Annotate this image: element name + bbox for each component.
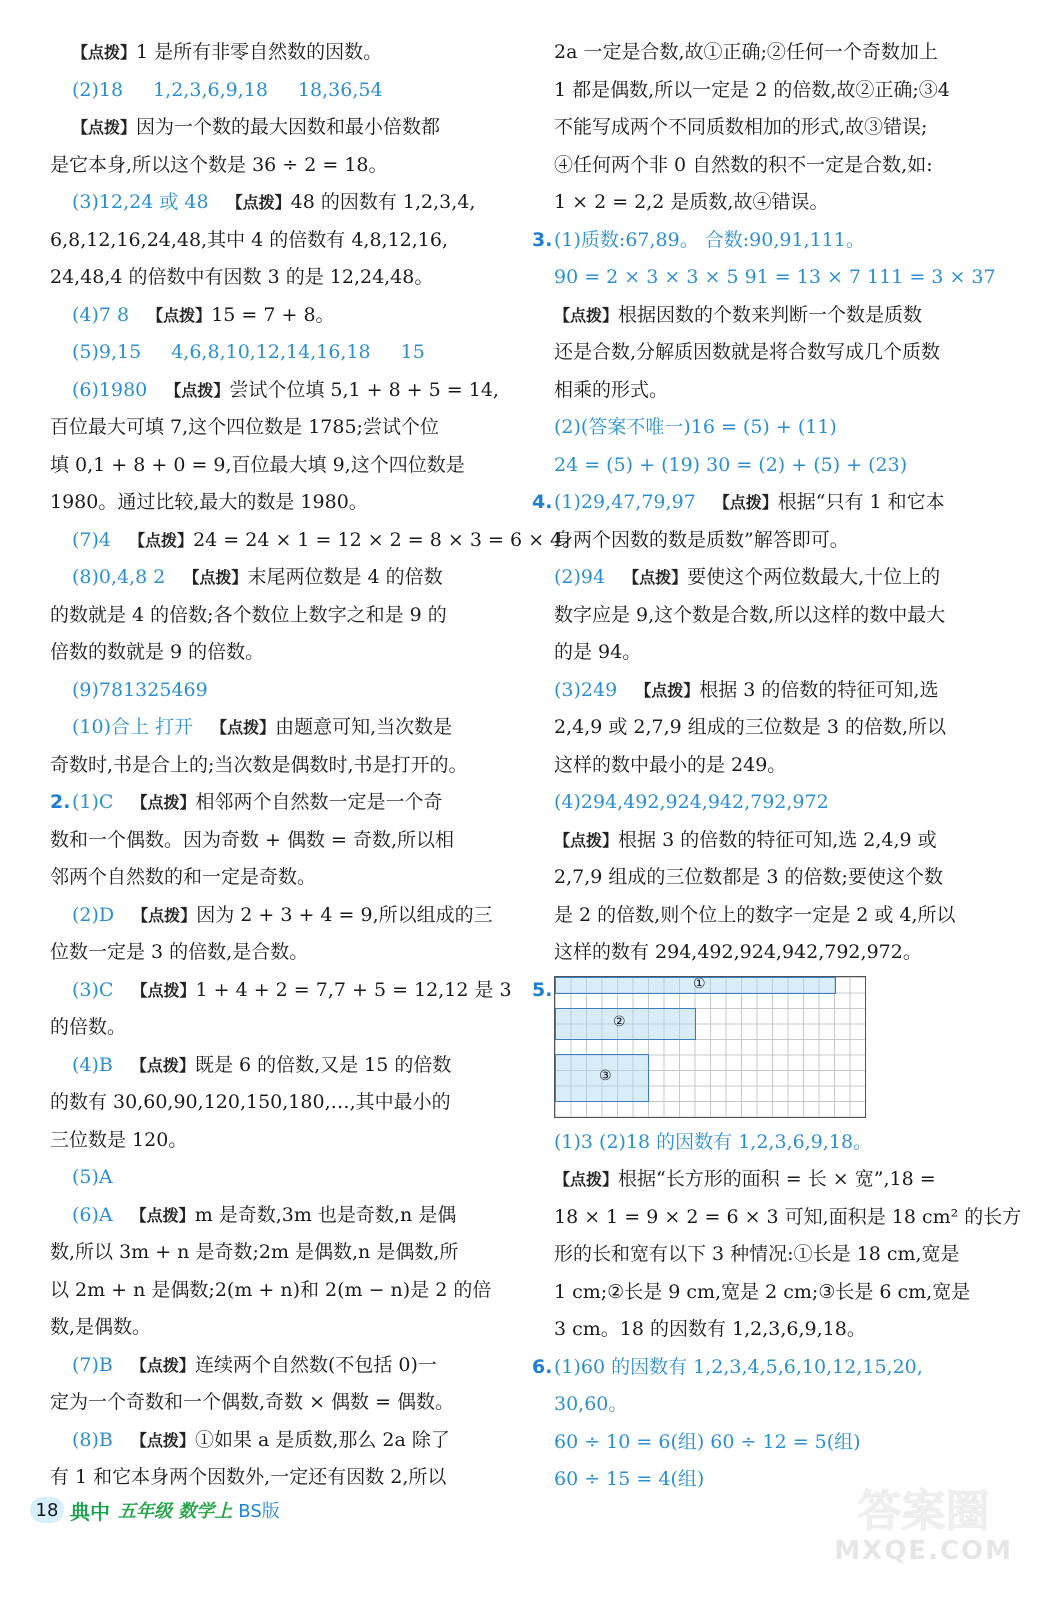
explanation-text: 不能写成两个不同质数相加的形式,故③错误; (554, 116, 928, 138)
text-line (50, 634, 500, 672)
text-line (532, 1274, 992, 1312)
hint-tag-label: 点拨 (88, 118, 121, 137)
text-line (532, 1236, 992, 1274)
text-line (50, 1347, 500, 1385)
hint-tag: 【点拨】 (226, 193, 291, 212)
explanation-text: 相乘的形式。 (554, 378, 669, 401)
explanation-text: 1 是所有非零自然数的因数。 (136, 41, 383, 63)
explanation-text: 的数就是 4 的倍数;各个数位上数字之和是 9 的 (50, 603, 447, 626)
answer-text: (1)60 的因数有 1,2,3,4,5,6,10,12,15,20, (554, 1355, 923, 1378)
explanation-text: 1 × 2 = 2,2 是质数,故④错误。 (554, 191, 829, 213)
explanation-text: 数,所以 3m + n 是奇数;2m 是偶数,n 是偶数,所 (50, 1241, 459, 1263)
explanation-text: 15 = 7 + 8。 (211, 303, 335, 326)
book-title: 五年级 数学上 (118, 1501, 233, 1522)
text-line (50, 972, 512, 1010)
answer-text: (9)781325469 (72, 678, 208, 701)
right-column (532, 34, 1022, 1499)
explanation-text: 的数有 30,60,90,120,150,180,…,其中最小的 (50, 1091, 451, 1113)
edition-label: BS版 (238, 1501, 280, 1522)
text-line (532, 747, 992, 785)
text-line (50, 1234, 500, 1272)
text-line (532, 897, 992, 935)
explanation-text: 根据因数的个数来判断一个数是质数 (618, 303, 923, 326)
text-line (50, 147, 500, 185)
text-line (532, 409, 992, 447)
hint-tag-label: 点拨 (146, 1205, 179, 1225)
hint-tag: 【点拨】 (211, 718, 276, 737)
hint-tag: 【点拨】 (635, 680, 700, 700)
text-line (50, 1159, 500, 1197)
hint-tag-label: 点拨 (146, 1430, 179, 1450)
hint-tag: 【点拨】 (554, 305, 619, 325)
text-line (532, 259, 996, 297)
text-line (50, 72, 500, 110)
answer-text: 15 (400, 341, 425, 363)
answer-text: (10)合上 打开 (72, 716, 194, 738)
answer-text: (2)18 (72, 78, 124, 101)
text-line (50, 184, 500, 222)
answer-text: 30,60。 (554, 1393, 628, 1415)
answer-text: (6)1980 (72, 378, 148, 401)
rectangle-grid-figure (554, 976, 866, 1118)
answer-text: 1,2,3,6,9,18 (153, 78, 268, 101)
answer-text: 18,36,54 (297, 78, 383, 101)
answer-text: (3)12,24 或 48 (72, 191, 209, 213)
text-line (532, 1124, 992, 1162)
explanation-text: 末尾两位数是 4 的倍数 (247, 566, 443, 588)
text-line (532, 484, 992, 522)
explanation-text: m 是奇数,3m 也是奇数,n 是偶 (194, 1203, 457, 1226)
explanation-text: 填 0,1 + 8 + 0 = 9,百位最大填 9,这个四位数是 (50, 453, 465, 476)
answer-text: 90 = 2 × 3 × 3 × 5 91 = 13 × 7 111 = 3 × 37 (554, 266, 996, 288)
explanation-text: 24,48,4 的倍数中有因数 3 的是 12,24,48。 (50, 266, 434, 288)
text-line (532, 1349, 992, 1387)
brand-logo: 典中 (70, 1499, 110, 1524)
answer-text: 60 ÷ 15 = 4(组) (554, 1468, 705, 1490)
explanation-text: ①如果 a 是质数,那么 2a 除了 (194, 1428, 450, 1451)
hint-tag: 【点拨】 (130, 1355, 195, 1375)
hint-tag-label: 点拨 (639, 568, 672, 587)
explanation-text: 这样的数有 294,492,924,942,792,972。 (554, 941, 922, 963)
hint-tag: 【点拨】 (183, 568, 248, 587)
explanation-text: 18 × 1 = 9 × 2 = 6 × 3 可知,面积是 18 cm² 的长方 (554, 1205, 1022, 1228)
explanation-text: 6,8,12,16,24,48,其中 4 的倍数有 4,8,12,16, (50, 228, 449, 251)
answer-text: 60 ÷ 10 = 6(组) 60 ÷ 12 = 5(组) (554, 1430, 861, 1453)
text-line (50, 597, 500, 635)
text-line (50, 1422, 500, 1460)
answer-text: (5)A (72, 1166, 113, 1188)
text-line (532, 334, 992, 372)
answer-text: (7)4 (72, 528, 112, 551)
answer-text: (4)294,492,924,942,792,972 (554, 791, 829, 813)
explanation-text: 连续两个自然数(不包括 0)一 (194, 1353, 437, 1376)
answer-text: (4)B (72, 1053, 113, 1076)
answer-text: (8)B (72, 1428, 113, 1451)
explanation-text: 48 的因数有 1,2,3,4, (290, 191, 476, 213)
explanation-text: 三位数是 120。 (50, 1128, 188, 1151)
answer-text: (8)0,4,8 2 (72, 566, 166, 588)
text-line (532, 109, 992, 147)
text-line (532, 1311, 992, 1349)
hint-tag: 【点拨】 (713, 493, 778, 512)
hint-tag: 【点拨】 (130, 1055, 195, 1075)
text-line (50, 409, 500, 447)
text-line (50, 447, 500, 485)
answer-text: (2)D (72, 903, 115, 926)
question-number: 2. (50, 791, 71, 813)
hint-tag: 【点拨】 (554, 1170, 619, 1189)
hint-tag-label: 点拨 (148, 905, 181, 925)
answer-text: (1)29,47,79,97 (554, 491, 696, 513)
text-line (532, 72, 992, 110)
hint-tag-label: 点拨 (163, 305, 196, 325)
rectangle-1-label: ① (693, 975, 706, 992)
explanation-text: 1 都是偶数,所以一定是 2 的倍数,故②正确;③4 (554, 78, 950, 101)
text-line (532, 1161, 992, 1199)
explanation-text: ④任何两个非 0 自然数的积不一定是合数,如: (554, 153, 933, 176)
hint-tag: 【点拨】 (130, 1205, 195, 1225)
right-bottom-block (532, 1124, 1022, 1499)
explanation-text: 2,7,9 组成的三位数都是 3 的倍数;要使这个数 (554, 866, 943, 888)
answer-text: (2)94 (554, 566, 606, 588)
hint-tag: 【点拨】 (132, 905, 197, 925)
explanation-text: 百位最大可填 7,这个四位数是 1785;尝试个位 (50, 416, 439, 438)
text-line (532, 297, 992, 335)
hint-tag: 【点拨】 (165, 380, 230, 400)
answer-text: (5)9,15 (72, 341, 142, 363)
text-line (532, 1199, 1022, 1237)
explanation-text: 的倍数。 (50, 1016, 127, 1038)
page-number: 18 (30, 1497, 64, 1523)
explanation-text: 数和一个偶数。因为奇数 + 偶数 = 奇数,所以相 (50, 828, 455, 851)
text-line (532, 372, 992, 410)
text-line (50, 1047, 500, 1085)
hint-tag-label: 点拨 (570, 830, 603, 850)
text-line (532, 822, 992, 860)
text-line (532, 147, 992, 185)
hint-tag: 【点拨】 (72, 118, 137, 137)
hint-tag: 【点拨】 (554, 830, 619, 850)
text-line (50, 1197, 500, 1235)
answer-text: (1)质数:67,89。 合数:90,91,111。 (554, 228, 865, 251)
text-line (50, 1009, 500, 1047)
answer-text: (3)249 (554, 678, 618, 701)
watermark-line2: MXQE.COM (834, 1536, 1013, 1566)
text-line (532, 634, 992, 672)
text-line (532, 184, 992, 222)
explanation-text: 因为 2 + 3 + 4 = 9,所以组成的三 (196, 903, 493, 926)
explanation-text: 根据“只有 1 和它本 (777, 491, 945, 513)
text-line (532, 1424, 992, 1462)
answer-text: (2)(答案不唯一)16 = (5) + (11) (554, 416, 837, 438)
hint-tag-label: 点拨 (199, 568, 232, 587)
explanation-text: 根据“长方形的面积 = 长 × 宽”,18 = (618, 1168, 936, 1190)
answer-text: (7)B (72, 1353, 113, 1376)
answer-text: 4,6,8,10,12,14,16,18 (171, 341, 371, 363)
explanation-text: 1 cm;②长是 9 cm,宽是 2 cm;③长是 6 cm,宽是 (554, 1280, 971, 1303)
page-footer (30, 1494, 280, 1526)
hint-tag-label: 点拨 (242, 193, 275, 212)
explanation-text: 数字应是 9,这个数是合数,所以这样的数中最大 (554, 603, 946, 626)
explanation-text: 这样的数中最小的是 249。 (554, 753, 787, 776)
text-line (532, 597, 992, 635)
text-line (50, 559, 500, 597)
text-line (50, 222, 500, 260)
explanation-text: 1980。通过比较,最大的数是 1980。 (50, 491, 368, 513)
question-number: 3. (532, 228, 553, 251)
text-line (50, 1384, 500, 1422)
hint-tag: 【点拨】 (72, 43, 137, 62)
explanation-text: 因为一个数的最大因数和最小倍数都 (136, 116, 441, 138)
text-line (532, 1386, 992, 1424)
explanation-text: 形的长和宽有以下 3 种情况:①长是 18 cm,宽是 (554, 1243, 960, 1265)
explanation-text: 3 cm。18 的因数有 1,2,3,6,9,18。 (554, 1318, 866, 1340)
explanation-text: 倍数的数就是 9 的倍数。 (50, 641, 265, 663)
rectangle-2-label: ② (613, 1013, 626, 1030)
question-number: 4. (532, 491, 553, 513)
text-line (50, 259, 500, 297)
hint-tag: 【点拨】 (129, 530, 194, 550)
explanation-text: 以 2m + n 是偶数;2(m + n)和 2(m − n)是 2 的倍 (50, 1278, 492, 1301)
explanation-text: 身两个因数的数是质数”解答即可。 (554, 528, 849, 551)
explanation-text: 尝试个位填 5,1 + 8 + 5 = 14, (229, 378, 499, 401)
explanation-text: 是它本身,所以这个数是 36 ÷ 2 = 18。 (50, 153, 388, 176)
hint-tag-label: 点拨 (146, 1055, 179, 1075)
explanation-text: 位数一定是 3 的倍数,是合数。 (50, 941, 309, 963)
hint-tag: 【点拨】 (147, 305, 212, 325)
hint-tag-label: 点拨 (570, 305, 603, 325)
text-line (532, 934, 992, 972)
text-line (532, 222, 992, 260)
text-line (50, 1122, 500, 1160)
explanation-text: 2a 一定是合数,故①正确;②任何一个奇数加上 (554, 41, 938, 63)
text-line (532, 522, 992, 560)
hint-tag-label: 点拨 (147, 793, 180, 812)
text-line (50, 784, 500, 822)
answer-text: (4)7 8 (72, 303, 130, 326)
explanation-text: 根据 3 的倍数的特征可知,选 (699, 678, 939, 701)
explanation-text: 相邻两个自然数一定是一个奇 (195, 791, 443, 813)
explanation-text: 根据 3 的倍数的特征可知,选 2,4,9 或 (618, 828, 937, 851)
hint-tag: 【点拨】 (131, 793, 196, 812)
explanation-text: 奇数时,书是合上的;当次数是偶数时,书是打开的。 (50, 753, 468, 776)
answer-text: (1)3 (2)18 的因数有 1,2,3,6,9,18。 (554, 1130, 873, 1153)
text-line (50, 334, 500, 372)
hint-tag: 【点拨】 (623, 568, 688, 587)
text-line (50, 34, 500, 72)
text-line (50, 709, 500, 747)
hint-tag-label: 点拨 (146, 1355, 179, 1375)
explanation-text: 是 2 的倍数,则个位上的数字一定是 2 或 4,所以 (554, 903, 956, 926)
question-number: 5. (532, 978, 553, 1001)
hint-tag-label: 点拨 (88, 43, 121, 62)
text-line (50, 934, 500, 972)
explanation-text: 数,是偶数。 (50, 1316, 152, 1338)
text-line (532, 447, 992, 485)
hint-tag-label: 点拨 (570, 1170, 603, 1189)
hint-tag-label: 点拨 (147, 980, 180, 1000)
explanation-text: 邻两个自然数的和一定是奇数。 (50, 866, 317, 888)
text-line (50, 1459, 500, 1497)
text-line (50, 859, 500, 897)
text-line (532, 784, 992, 822)
explanation-text: 有 1 和它本身两个因数外,一定还有因数 2,所以 (50, 1466, 447, 1488)
explanation-text: 的是 94。 (554, 641, 642, 663)
answer-text: (6)A (72, 1203, 113, 1226)
explanation-text: 1 + 4 + 2 = 7,7 + 5 = 12,12 是 3 (195, 978, 512, 1001)
text-line (532, 559, 992, 597)
text-line (50, 672, 500, 710)
hint-tag-label: 点拨 (227, 718, 260, 737)
text-line (50, 1272, 500, 1310)
explanation-text: 由题意可知,当次数是 (275, 716, 453, 738)
answer-text: (1)C (72, 791, 114, 813)
hint-tag-label: 点拨 (181, 380, 214, 400)
text-line (50, 297, 500, 335)
hint-tag: 【点拨】 (130, 1430, 195, 1450)
right-top-block (532, 34, 996, 972)
question-number: 6. (532, 1355, 553, 1378)
hint-tag-label: 点拨 (145, 530, 178, 550)
text-line (50, 109, 500, 147)
explanation-text: 2,4,9 或 2,7,9 组成的三位数是 3 的倍数,所以 (554, 716, 947, 738)
text-line (532, 34, 992, 72)
explanation-text: 既是 6 的倍数,又是 15 的倍数 (194, 1053, 452, 1076)
answer-text: 24 = (5) + (19) 30 = (2) + (5) + (23) (554, 453, 908, 476)
explanation-text: 定为一个奇数和一个偶数,奇数 × 偶数 = 偶数。 (50, 1391, 455, 1413)
text-line (50, 522, 582, 560)
text-line (50, 1084, 500, 1122)
hint-tag-label: 点拨 (651, 680, 684, 700)
hint-tag: 【点拨】 (131, 980, 196, 1000)
text-line (532, 672, 992, 710)
watermark (834, 1488, 1013, 1566)
hint-tag-label: 点拨 (729, 493, 762, 512)
watermark-line1: 答案圈 (857, 1486, 990, 1537)
text-line (50, 747, 500, 785)
text-line (50, 372, 500, 410)
answer-text: (3)C (72, 978, 114, 1001)
explanation-text: 24 = 24 × 1 = 12 × 2 = 8 × 3 = 6 × 4。 (193, 528, 582, 551)
text-line (50, 484, 500, 522)
text-line (532, 709, 992, 747)
explanation-text: 要使这个两位数最大,十位上的 (687, 566, 941, 588)
text-line (50, 822, 500, 860)
text-line (532, 859, 992, 897)
rectangle-3-label: ③ (599, 1067, 612, 1084)
explanation-text: 还是合数,分解质因数就是将合数写成几个质数 (554, 341, 941, 363)
text-line (50, 897, 500, 935)
text-line (50, 1309, 500, 1347)
